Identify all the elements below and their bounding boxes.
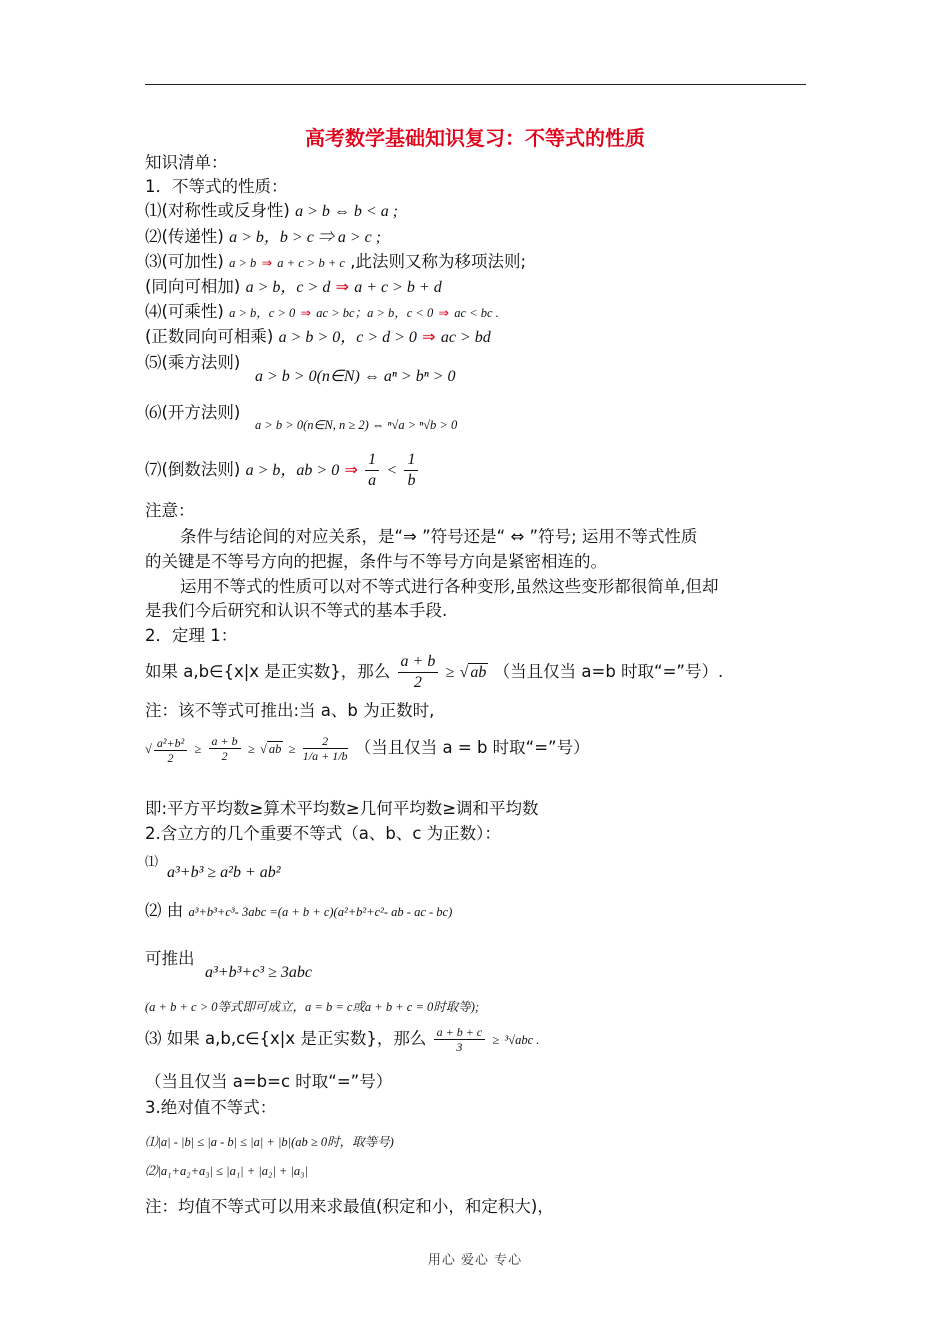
- fraction: $\frac{a + b}{2}$: [398, 652, 439, 693]
- note-heading: 注意：: [145, 501, 195, 520]
- final-note: 注：均值不等式可以用来求最值(积定和小，和定积大)，: [145, 1197, 554, 1216]
- property-2: ⑵(传递性) a > b，b > c ⇒ a > c ;: [145, 227, 382, 246]
- property-5-label: ⑸(乘方法则): [145, 353, 241, 372]
- page-title: 高考数学基础知识复习：不等式的性质: [305, 126, 645, 150]
- note-paragraph: 运用不等式的性质可以对不等式进行各种变形,虽然这些变形都很简单,但却: [180, 577, 719, 596]
- abs-1: ⑴|a| - |b| ≤ |a - b| ≤ |a| + |b|(ab ≥ 0时，取等号): [145, 1135, 394, 1149]
- section-heading: 2.含立方的几个重要不等式（a、b、c 为正数）：: [145, 824, 501, 843]
- property-7: ⑺(倒数法则) a > b，ab > 0 ⇒ $\frac{1}{a}$ < $\frac{1}{b}$: [145, 450, 420, 491]
- fraction: $\frac{1}{a}$: [365, 450, 379, 491]
- note-paragraph: 是我们今后研究和认识不等式的基本手段.: [145, 601, 448, 620]
- abs-2: ⑵|a₁+a₂+a₃| ≤ |a₁| + |a₂| + |a₃|: [145, 1164, 308, 1178]
- note-line: 注：该不等式可推出:当 a、b 为正数时,: [145, 701, 435, 720]
- section-label: 知识清单：: [145, 153, 228, 172]
- cubic-3-note: （当且仅当 a=b=c 时取“=”号）: [145, 1072, 393, 1091]
- mean-chain: √ $\frac{\text{a²+b²}}{2}$ ≥ $\frac{a + b}{2}$ ≥ √ ab ≥ $\frac{2}{1/a + 1/b}$ （当且仅当 a = b 时取“=”号）: [145, 734, 590, 765]
- cubic-1: ⑴: [145, 855, 159, 870]
- section-heading: 2．定理 1：: [145, 626, 238, 645]
- means-line: 即:平方平均数≥算术平均数≥几何平均数≥调和平均数: [145, 799, 539, 818]
- property-1: ⑴(对称性或反身性) a > b ⇔ b < a ;: [145, 201, 399, 220]
- cubic-1-math: a³+b³ ≥ a²b + ab²: [167, 864, 281, 881]
- fraction: $\frac{1}{b}$: [404, 450, 418, 491]
- cubic-2b-math: a³+b³+c³ ≥ 3abc: [205, 964, 312, 981]
- note-paragraph: 的关键是不等号方向的把握，条件与不等号方向是紧密相连的。: [145, 552, 607, 571]
- property-4: ⑷(可乘性) a > b，c > 0 ⇒ ac > bc；a > b，c < 0 ⇒ ac < bc .: [145, 302, 499, 321]
- property-4b: (正数同向可相乘) a > b > 0，c > d > 0 ⇒ ac > bd: [145, 327, 491, 346]
- property-5-math: a > b > 0(n∈N) ⇔ aⁿ > bⁿ > 0: [255, 368, 456, 385]
- theorem-1: 如果 a,b∈{x|x 是正实数}，那么 $\frac{a + b}{2}$ ≥ √ ab （当且仅当 a=b 时取“=”号）.: [145, 653, 724, 691]
- cubic-2: ⑵ 由 a³+b³+c³- 3abc =(a + b + c)(a²+b²+c²- ab - ac - bc): [145, 901, 453, 920]
- page-footer: 用心 爱心 专心: [427, 1253, 523, 1268]
- property-3: ⑶(可加性) a > b ⇒ a + c > b + c ,此法则又称为移项法则;: [145, 252, 527, 271]
- property-6-math: a > b > 0(n∈N, n ≥ 2) ⇔ ⁿ√a > ⁿ√b > 0: [255, 418, 458, 432]
- cubic-3: ⑶ 如果 a,b,c∈{x|x 是正实数}，那么 $\frac{a + b + c}{3}$ ≥ ³√abc .: [145, 1025, 540, 1054]
- note-paragraph: 条件与结论间的对应关系，是“⇒ ”符号还是“ ⇔ ”符号; 运用不等式性质: [180, 527, 698, 546]
- property-3b: (同向可相加) a > b，c > d ⇒ a + c > b + d: [145, 277, 442, 296]
- header-rule: [145, 84, 806, 85]
- section-heading: 3.绝对值不等式：: [145, 1098, 277, 1117]
- cubic-2c: (a + b + c > 0等式即可成立，a = b = c或a + b + c = 0时取等);: [145, 1000, 480, 1014]
- section-heading: 1．不等式的性质：: [145, 177, 288, 196]
- property-6-label: ⑹(开方法则): [145, 403, 241, 422]
- cubic-2b: 可推出: [145, 949, 195, 968]
